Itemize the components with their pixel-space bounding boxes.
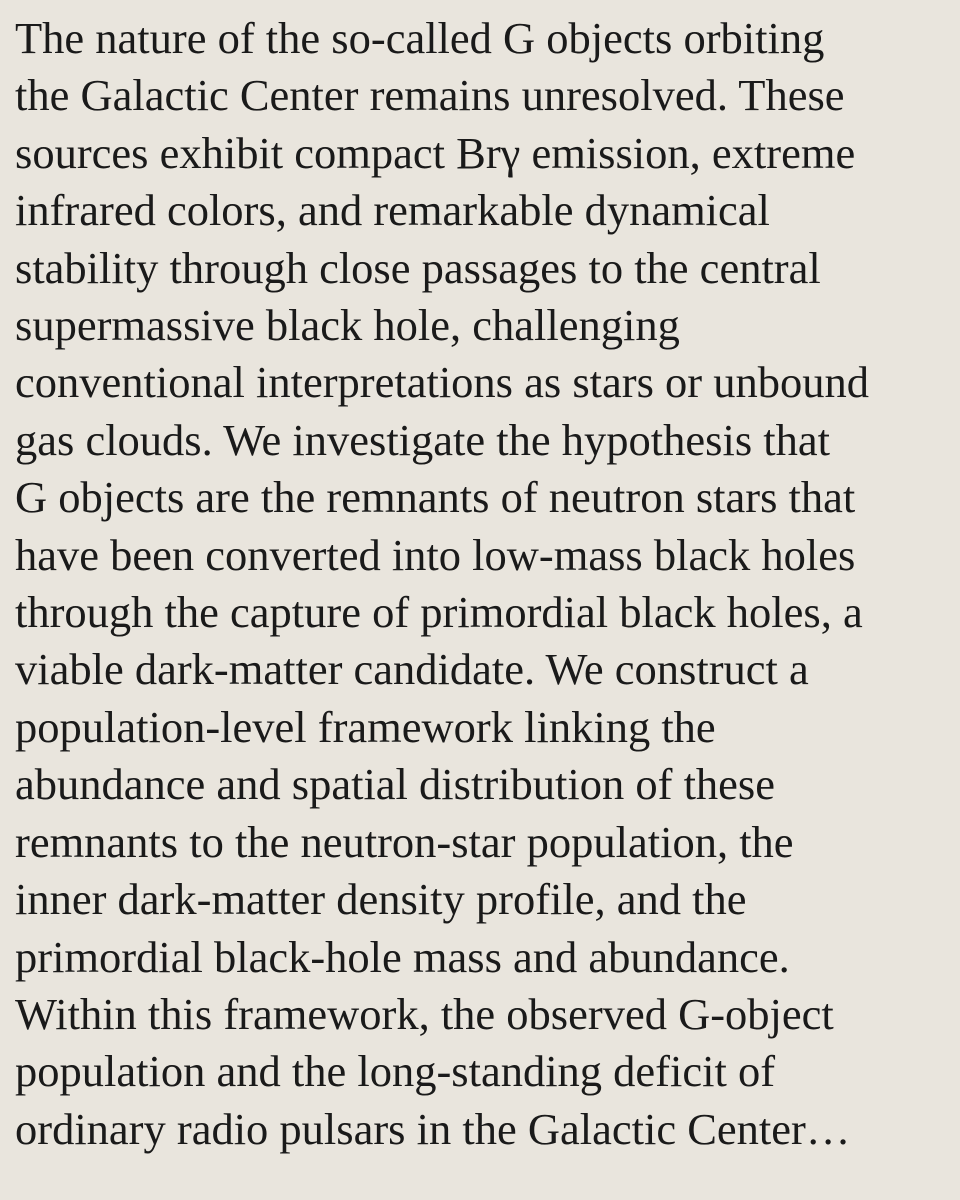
abstract-line: the Galactic Center remains unresolved. These <box>15 70 845 121</box>
abstract-line: infrared colors, and remarkable dynamical <box>15 185 770 236</box>
abstract-line: have been converted into low-mass black holes <box>15 529 856 580</box>
abstract-line: inner dark-matter density profile, and the <box>15 874 747 925</box>
abstract-line: through the capture of primordial black holes, a <box>15 587 863 638</box>
abstract-line: remnants to the neutron-star population, the <box>15 816 794 867</box>
abstract-line: sources exhibit compact Brγ emission, extreme <box>15 127 856 178</box>
abstract-line: primordial black-hole mass and abundance. <box>15 931 790 982</box>
abstract-paragraph <box>15 10 955 1158</box>
abstract-line: stability through close passages to the central <box>15 242 821 293</box>
abstract-line: population and the long-standing deficit of <box>15 1046 776 1097</box>
abstract-line: conventional interpretations as stars or unbound <box>15 357 869 408</box>
abstract-line: ordinary radio pulsars in the Galactic Center… <box>15 1103 851 1154</box>
abstract-line: Within this framework, the observed G-object <box>15 988 834 1039</box>
abstract-line: abundance and spatial distribution of these <box>15 759 775 810</box>
abstract-line: G objects are the remnants of neutron stars that <box>15 472 856 523</box>
abstract-line: population-level framework linking the <box>15 701 716 752</box>
abstract-line: viable dark-matter candidate. We construct a <box>15 644 809 695</box>
abstract-line: supermassive black hole, challenging <box>15 300 680 351</box>
abstract-line: The nature of the so-called G objects orbiting <box>15 13 825 63</box>
abstract-line: gas clouds. We investigate the hypothesis that <box>15 414 830 465</box>
